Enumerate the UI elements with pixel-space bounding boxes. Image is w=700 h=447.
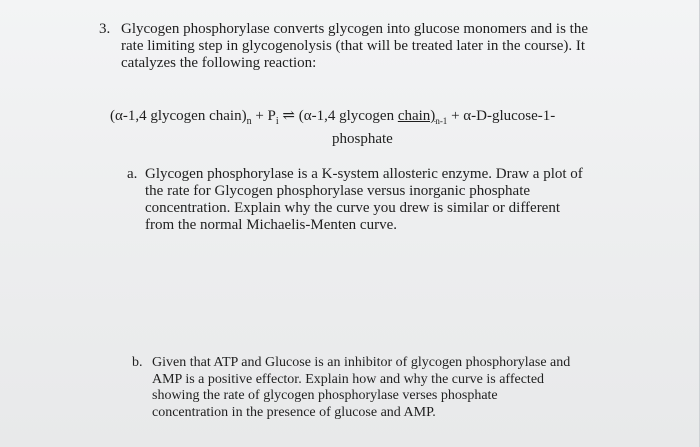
- reaction-line-2: phosphate: [332, 131, 393, 147]
- reaction-line-1: [110, 108, 590, 126]
- reactant-chain: (α-1,4 glycogen chain): [110, 108, 247, 124]
- part-a-letter: a.: [127, 166, 138, 182]
- product-chain: (α-1,4 glycogen: [298, 108, 398, 124]
- product-subscript: n-1: [435, 116, 448, 126]
- question-number: 3.: [99, 21, 111, 37]
- question-text: Glycogen phosphorylase converts glycogen into glucose monomers and is the rate limiting step in glycogenolysis (that will be treated later in the course). It catalyzes the following reaction:: [121, 21, 588, 71]
- reactant-subscript: n: [246, 116, 252, 127]
- part-b-text: Given that ATP and Glucose is an inhibitor of glycogen phosphorylase and AMP is a positive effector. Explain how and why the curve is affected showing the rate of glycogen phosphorylase verses phosphate concentration in the presence of glucose and AMP.: [152, 355, 571, 420]
- part-a-text: Glycogen phosphorylase is a K-system allosteric enzyme. Draw a plot of the rate for Glycogen phosphorylase versus inorganic phosphate concentration. Explain why the curve you drew is similar or different from the normal Michaelis-Menten curve.: [145, 166, 583, 233]
- reaction-equation: [110, 108, 590, 148]
- part-b-letter: b.: [132, 355, 143, 370]
- phosphate-plus: + P: [251, 108, 276, 124]
- phosphate-subscript: i: [275, 116, 279, 127]
- equilibrium-arrow: ⇌: [278, 108, 299, 124]
- glucose-product: + α-D-glucose-1-: [447, 108, 556, 124]
- product-chain-underlined: chain): [397, 108, 436, 124]
